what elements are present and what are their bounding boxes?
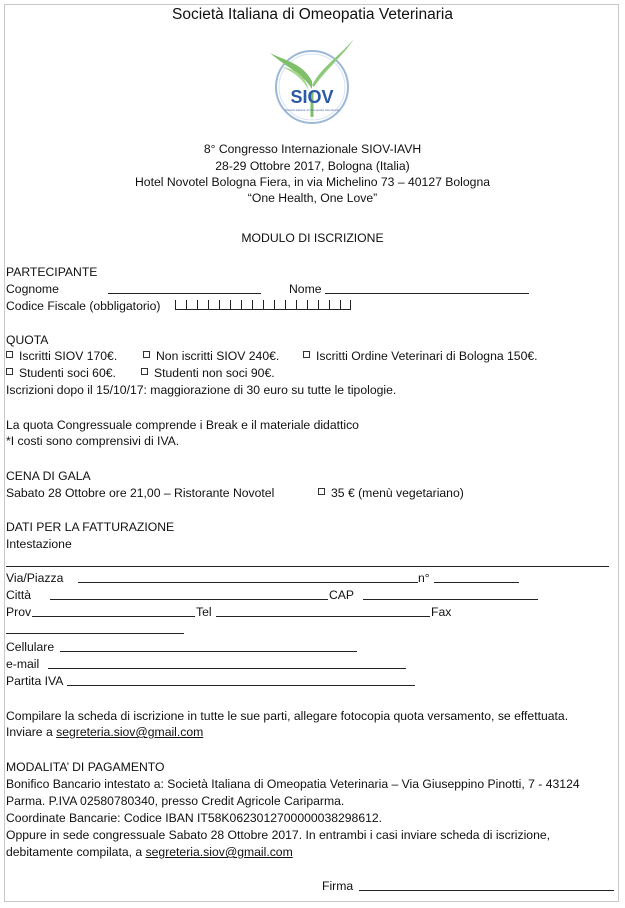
payment-heading: MODALITA’ DI PAGAMENTO [6,760,165,774]
form-title: MODULO DI ISCRIZIONE [241,231,384,245]
tel-field[interactable] [216,616,430,617]
billing-heading: DATI PER LA FATTURAZIONE [6,520,175,534]
payment-line-4: Oppure in sede congressuale Sabato 28 Ottobre 2017. In entrambi i casi inviare scheda di iscrizione, [6,828,551,842]
logo-caption: Società Italiana di Omeopatia Veterinaria [284,108,340,112]
email-field[interactable] [48,668,406,669]
gala-heading: CENA DI GALA [6,469,91,483]
prov-label: Prov [6,605,32,619]
checkbox-icon [318,488,325,495]
siov-logo [262,33,362,129]
payment-line-2: Parma. P.IVA 02580780340, presso Credit Agricole Cariparma. [6,794,345,808]
fee-option-siov[interactable]: Iscritti SIOV 170€. [6,349,117,363]
payment-line-3: Coordinate Bancarie: Codice IBAN IT58K0623012700000038298612. [6,811,383,825]
checkbox-icon [6,351,13,358]
event-line-1: 8° Congresso Internazionale SIOV-IAVH [203,142,422,156]
fax-label: Fax [431,605,452,619]
gala-option[interactable]: 35 € (menù vegetariano) [318,486,464,500]
fee-option-students-members[interactable]: Studenti soci 60€. [6,366,116,380]
fee-option-students-non-members[interactable]: Studenti non soci 90€. [141,366,275,380]
payment-line-1: Bonifico Bancario intestato a: Società Italiana di Omeopatia Veterinaria – Via Giuseppino Pinotti, 7 - 43124 [6,777,580,791]
number-field[interactable] [434,582,519,583]
vat-note: *I costi sono comprensivi di IVA. [6,434,180,448]
email-link[interactable]: segreteria.siov@gmail.com [56,725,204,739]
vat-number-label: Partita IVA [6,674,64,688]
fiscal-code-label: Codice Fiscale (obbligatorio) [6,299,161,313]
fee-includes-note: La quota Congressuale comprende i Break e il materiale didattico [6,418,359,432]
signature-field[interactable] [359,890,614,891]
event-line-4: “One Health, One Love” [247,191,378,205]
intestazione-field[interactable] [6,566,609,567]
fee-option-ordine[interactable]: Iscritti Ordine Veterinari di Bologna 150€. [303,349,538,363]
gala-details: Sabato 28 Ottobre ore 21,00 – Ristorante Novotel [6,486,275,500]
fee-heading: QUOTA [6,333,49,347]
event-line-3: Hotel Novotel Bologna Fiera, in via Michelino 73 – 40127 Bologna [134,175,490,189]
street-field[interactable] [78,582,418,583]
email-label: e-mail [6,657,40,671]
prov-field[interactable] [32,616,195,617]
city-label: Città [6,588,32,602]
intestazione-label: Intestazione [6,537,72,551]
event-line-2: 28-29 Ottobre 2017, Bologna (Italia) [215,159,410,173]
payment-line-5: debitamente compilata, a segreteria.siov@gmail.com [6,845,293,859]
signature-label: Firma [322,879,354,893]
number-label: n° [418,571,430,585]
tel-label: Tel [196,605,212,619]
checkbox-icon [141,368,148,375]
mobile-field[interactable] [60,651,357,652]
send-to-line: Inviare a segreteria.siov@gmail.com [6,725,204,739]
cap-label: CAP [329,588,355,602]
fee-option-non-siov[interactable]: Non iscritti SIOV 240€. [143,349,279,363]
checkbox-icon [143,351,150,358]
surname-field[interactable] [108,293,261,294]
city-field[interactable] [50,599,328,600]
fiscal-code-field[interactable] [175,300,351,310]
participant-heading: PARTECIPANTE [6,265,98,279]
instructions-text: Compilare la scheda di iscrizione in tutte le sue parti, allegare fotocopia quota versamento, se effettuata. [6,709,569,723]
name-label: Nome [289,282,322,296]
name-field[interactable] [325,293,529,294]
street-label: Via/Piazza [6,571,64,585]
payment-email-link[interactable]: segreteria.siov@gmail.com [145,845,293,859]
checkbox-icon [6,368,13,375]
checkbox-icon [303,351,310,358]
late-fee-note: Iscrizioni dopo il 15/10/17: maggiorazione di 30 euro su tutte le tipologie. [6,383,397,397]
logo-text: SIOV [290,87,334,107]
cap-field[interactable] [363,599,538,600]
mobile-label: Cellulare [6,640,55,654]
society-title: Società Italiana di Omeopatia Veterinaria [172,6,453,23]
vat-number-field[interactable] [67,685,415,686]
surname-label: Cognome [6,282,59,296]
fax-field[interactable] [6,633,184,634]
